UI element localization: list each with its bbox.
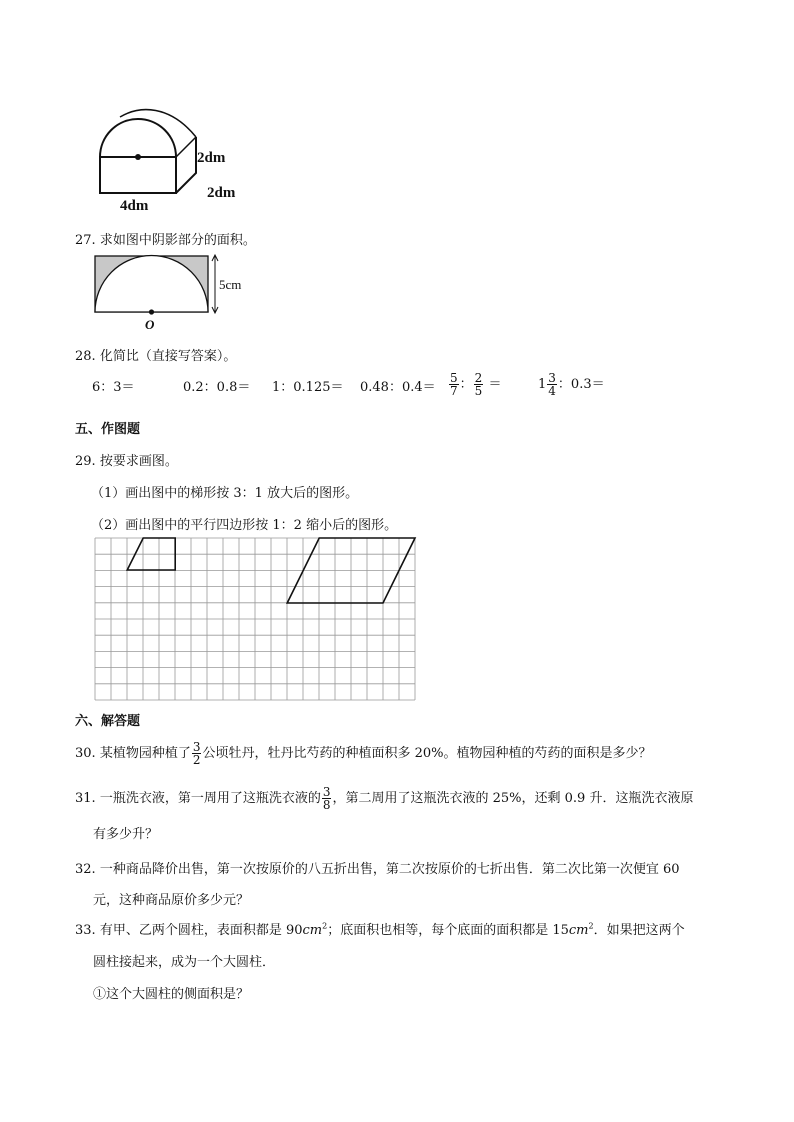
q33-line-1c: ．如果把这两个 [593, 923, 685, 938]
q30-frac-den: 2 [192, 753, 201, 767]
q30-pre: 某植物园种植了 [99, 746, 191, 761]
figure-26-solid [90, 100, 260, 220]
q29-number: 29. [75, 454, 96, 469]
q28-item-6 [538, 372, 605, 397]
q33-number: 33. [75, 923, 96, 938]
front-face [100, 157, 176, 193]
figure-29-grid [94, 537, 417, 702]
q28-item-2: 0.2：0.8＝ [183, 380, 251, 395]
q31-frac-den: 8 [322, 798, 331, 812]
fig26-depth-label: 2dm [207, 185, 236, 201]
q28-text: 化简比（直接写答案）。 [99, 349, 237, 364]
question-28 [75, 345, 236, 364]
q33-sub-1: ①这个大圆柱的侧面积是？ [93, 987, 250, 1002]
q28-mixed-rest: ：0.3＝ [557, 377, 605, 392]
q28-item-4: 0.48：0.4＝ [360, 380, 436, 395]
q27-text: 求如图中阴影部分的面积。 [99, 233, 256, 248]
q27-center-label: O [145, 317, 155, 332]
q28-frac2-num: 2 [474, 371, 483, 385]
q28-frac-eq: ＝ [488, 377, 502, 392]
section-5-title: 五、作图题 [75, 422, 141, 437]
q32-line-2: 元，这种商品原价多少元？ [93, 893, 250, 908]
question-33: 33. 有甲、乙两个圆柱，表面积都是 $90cm^2$；底面积也相等，每个底面的面积都是 $15cm^2$．如果把这两个 [75, 921, 685, 938]
q31-number: 31. [75, 791, 96, 806]
q28-item-3: 1：0.125＝ [272, 380, 344, 395]
q28-frac1-num: 5 [450, 371, 458, 385]
question-31 [75, 786, 693, 811]
q29-sub-1: （1）画出图中的梯形按 3：1 放大后的图形。 [91, 486, 359, 501]
q30-frac-num: 3 [192, 740, 201, 754]
q31-frac-num: 3 [322, 785, 331, 799]
q28-frac2-den: 5 [474, 384, 483, 398]
question-27 [75, 229, 256, 248]
fig26-width-label: 4dm [120, 198, 149, 214]
section-6-title: 六、解答题 [75, 714, 141, 729]
q33-line-2: 圆柱接起来，成为一个大圆柱． [93, 955, 276, 970]
q32-number: 32. [75, 862, 96, 877]
q30-number: 30. [75, 746, 96, 761]
fig26-height-label: 2dm [197, 150, 226, 166]
q28-mixed-den: 4 [548, 384, 556, 398]
q28-number: 28. [75, 349, 96, 364]
q28-frac1-den: 7 [450, 384, 458, 398]
q29-sub-2: （2）画出图中的平行四边形按 1：2 缩小后的图形。 [91, 518, 398, 533]
q33-unit-2: cm [568, 923, 589, 938]
q27-height-label: 5cm [219, 277, 242, 292]
q28-item-5 [448, 372, 501, 397]
q28-mixed-whole: 1 [538, 377, 547, 392]
center-dot [135, 154, 141, 160]
q29-text: 按要求画图。 [99, 454, 178, 469]
q28-mixed-num: 3 [548, 371, 556, 385]
q33-line-1a: 有甲、乙两个圆柱，表面积都是 90 [99, 923, 303, 938]
figure-27-semicircle [94, 252, 224, 318]
q32-line-1: 一种商品降价出售，第一次按原价的八五折出售，第二次按原价的七折出售．第二次比第一次便宜 60 [99, 862, 680, 877]
question-32 [75, 858, 680, 877]
q31-post: ，第二周用了这瓶洗衣液的 25%，还剩 0.9 升．这瓶洗衣液原 [332, 791, 694, 806]
q30-post: 公顷牡丹，牡丹比芍药的种植面积多 20%。植物园种植的芍药的面积是多少？ [202, 746, 652, 761]
q28-frac-sep: ： [459, 377, 473, 392]
q28-item-1: 6：3＝ [92, 380, 135, 395]
front-arch [100, 119, 176, 157]
question-30 [75, 741, 652, 766]
q33-unit-1: cm [302, 923, 323, 938]
q33-line-1b: ；底面积也相等，每个底面的面积都是 15 [327, 923, 569, 938]
q27-number: 27. [75, 233, 96, 248]
q31-pre: 一瓶洗衣液，第一周用了这瓶洗衣液的 [99, 791, 321, 806]
question-29 [75, 450, 178, 469]
q31-line-2: 有多少升？ [93, 827, 159, 842]
